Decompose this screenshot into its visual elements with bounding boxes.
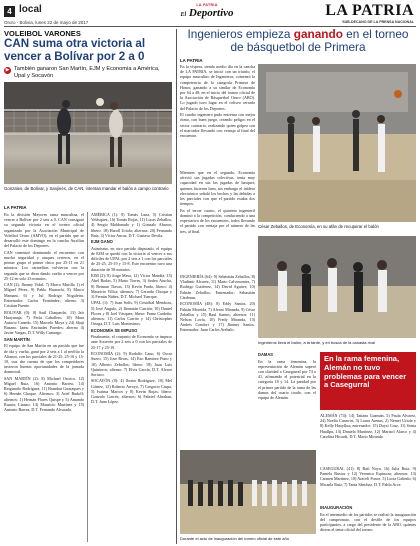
damas-paragraph: En la rama femenina, la representación de Alemán superó con claridad a Casegurral por 74 a 41, afirmando el potencial en la categoría 18 y 14. La paridad por el primer partido de la rama de las damas del cuarto tirado, con el equipo de Alemán. (258, 358, 316, 400)
left-subhead: ECONOMÍA SE IMPUSO (91, 327, 138, 333)
supplement-title: Deportivo (188, 7, 234, 19)
right-top-photo-caption: César Zeballos, de Economía, en su afán de recuperar el balón (258, 224, 379, 229)
section-label: local (19, 4, 42, 15)
bullet-arrow-icon: ▶ (5, 68, 10, 73)
left-paragraph: AMÉRICA (1): 9) Tomás Luna, 5) Cristian Velásquez, 16) Tomás Rojas, 11) Lucas Zeballos, 4) Sergio Maldonado y 1) Gonzalo Abaroa; libero: 18) Haroll Uriola; alternos: 20) Fernando Baía, 3) Víctor Ancas, D.T. Gustavo Devila. (91, 212, 172, 238)
inauguration-photo (180, 450, 316, 534)
left-paragraph: CAN comenzó dominando el encuentro con mucha seguridad y ataques certeros, en el primer grupo el primer chico por 25-11 en 21 minutos. Los carmelitas volvieron con la segunda que se diera dando vuelta a vencer por 25-12 en solo 23 minutos. (4, 249, 84, 281)
supplement-top-label: LA PATRIA (196, 3, 218, 7)
supplement-prefix: El (180, 12, 187, 18)
left-bullet (4, 66, 172, 80)
page-number-badge: 4 (4, 6, 15, 17)
roster-paragraph: ECONOMÍA (48): 8) Eddy Santos, 20) Fabián Moreida, 7) Alvaro Miranda, 9) César Zeballos y 15) Raul Santos; alternos: 11) Nelson Lovía, 10) Fredy Miranda, 13) Andrés Condori y 17) Jhonny Santos. Entrenador: Juan Carlos Arebalo. (180, 301, 255, 333)
basketball-team-photo (258, 236, 416, 338)
masthead-title: LA PATRIA (325, 2, 414, 19)
left-paragraph: El equipo de San Martín en un partido que fue de ida y vuelta, ganó por 2 sets a 1 al neófito la Alianza, con los parciales de 21-25, 25-16 y 15-10, tras dar cuenta de que los competidores tuvieron buenas oportunidades de la jornada dominical. (4, 343, 84, 375)
masthead (325, 3, 414, 24)
left-paragraph: Finalmente, el conjunto de Economía se impuso ante Socavón por 2 sets a 0 con los parciales de 25-17 y 25-19. (91, 334, 172, 350)
left-paragraph: SAN MARTÍN (2): 8) Michael Orozco, 12) Miguel Ruiz, 16) Antonio Barrea, 14) Reiginarlo Rodríguez, 11) Brandon Guaraques y 6) Hernán Choque. Alternos: 3) Ariel Rudolf; alternos: 1) Hernán Flores Quispe y 5) Amando Ruaria; Lianzo: 13) Mauricio Martínez y 15) Antonio Barrea, D.T. Fernando Alvarado. (4, 375, 84, 413)
left-subhead: EJM GANO (91, 239, 113, 245)
supplement-logo (172, 3, 242, 23)
casegural-roster (320, 466, 416, 504)
right-paragraph: Mientras que en el segundo, Economía ofreció sus jugadas colectivas, tenía muy capacidad en sus las jugadas de basquet, quienes hicieron bien, sin embargo el tablero electrónico señaló los hechos y las debidas a los parciales con que el partido estaba dos tiempos. (180, 170, 255, 207)
right-paragraph: El cuadro ingeniero pudo entrenar con mejor ritmo, con buen juego, creando peligro en el sector contrario, realizando quien golpea con el marcador llevando con ventaja al final del encuentro. (180, 112, 255, 138)
inauguration-column (320, 505, 416, 544)
right-headline (180, 28, 416, 54)
inauguration-heading: INAUGURACIÓN (320, 505, 353, 510)
damas-heading: DAMAS (258, 352, 274, 357)
supplement-name (172, 7, 242, 21)
inauguration-paragraph: En el intermedio de los partidos se realizó la inauguración del campeonato, con el desfile de los equipos participantes, a cargo del presidente de la ABO, quienes dieron el tema oficial del torneo. (320, 511, 416, 533)
masthead-subtitle: SUB-DECANO DE LA PRENSA NACIONAL (342, 20, 414, 24)
right-paragraph: En la víspera, siendo medio día en la cancha de LA PATRIA, se inició con un triunfo, el equipo masculino de Ingenieros, comenzó la competencia de la categoría Primera de Honor, ganando a su similar de Economía por 64 a 48, en el inicio del torneo oficial de la Asociación de Básquetbol Oruro (ABO). Lo jugado tuvo lugar en el coliseo cerrado del Palacio de los Deportes. (180, 64, 255, 111)
left-photo-caption: Gonzales, de Bolívar, y Sanjinés, de CAN, intentan mandar el balón a campo contrario (4, 186, 169, 191)
left-paragraph: EJM (2): 8) Jorge Mesa, 12) Víctor Mendía, 15) Abel Rodas, 5) Mario Torres, 3) Sodeo Atucha, 8) Beiman Tiavas, 13) Kevin Pardo, libero: 4) Mauricio Villca; alternos: 7) Gerardo Choque y 3) Fernán Núñez, D.T. Michael Tuerque. (91, 273, 172, 299)
damas-column (258, 352, 316, 448)
roster-paragraph: INGENIERÍA (64): 9) Sebastián Zeballos, 8) Vladimir Alvarez, 11) Mario Calvimontes, 7) Rodrigo Gutiérrez, 14) David Aguirre, 10) Fabián Zeballos; Entrenador: Sebastián Cárdenas. (180, 274, 255, 300)
right-paragraph: En el tercer cuarto, el quinteto ingenieril dominó a la competición, conduciendo a una expectativa de los encuentros, todos llevando el partido con ventaja por el número de las tres, al final. (180, 207, 255, 234)
basketball-game-photo (258, 64, 416, 222)
aleman-roster (320, 413, 416, 465)
left-bullet-text: También ganaron San Martín, EJM y Economía a América, Upal y Socavón (14, 66, 160, 79)
left-subhead: SAN MARTÍN (4, 336, 30, 342)
left-paragraph: ECONOMÍA (2): 9) Rodolfo Cano, 6) Oscar Suero, 15) Jose Rivas, 14) Ezo Ramírez Puno y 10) Alberto Zeballos; libero: 18) Juan Luis Quinteros; alterno: 7) Elvis García, D.T. Alvaro Soriaco. (91, 351, 172, 377)
right-byline: LA PATRIA (180, 58, 203, 63)
left-paragraph: CAN (2): Jhonny Vidal, 7) Marco Murillo 1) el Miguel Pérez, 9) Pablo Huarachi, 8) Marco Mamani, 6) y Jul Rodrigo Noguleira. Entrenador: Carlos Fernández; alterno 3) Cristian Fuente. (4, 282, 84, 309)
left-paragraph: BOLIVAR (0): 8) Saúl Chaquechi, 13) Jaír Huayanaja, 7) Fería Caballero, 10) Mara Autorio Canedo, 15) Marcelo Moya y 24) Shaji Busano. Iamu Encinales Paredes; alterno 4) Javier Vargas, D.T. Willy Camargo. (4, 309, 84, 336)
left-column-1 (4, 212, 84, 544)
left-kicker: VOLEIBOL VARONES (4, 29, 81, 38)
volleyball-photo (4, 82, 172, 184)
roster-paragraph: ALEMÁN (74): 14) Tatiana Guzmán, 5) Paula Alvarez, 24) Noelia Canaviri, 3) Laura Arenas, 2) Nemei Uriola y 8) Kelly Huaylloa; entrenador: 15) Daysi Cruz, 11) Sonia Huallpa, 13) Daniela Martínez, 12) Marisol Alarco y 4) Carolina Hicardi, D.T. Mario Miranda. (320, 413, 416, 439)
left-paragraph: SOCAVÓN (0): 4) Jhonn Rodríguez, 10) Mel Gómez, 12) Roberto Arroyo, 7) Gregorio Caspa, 5) Ivaima Marcos y 8) Kevin Rojas; libero: Gonzalo Garcés; alternos: 6) Fabriel Abrahan, D.T. Juan López. (91, 378, 172, 405)
right-column-2 (180, 170, 255, 272)
left-column-2 (91, 212, 172, 544)
date-line: Oruro - Bolivia, lunes 22 de mayo de 2017 (4, 20, 89, 25)
left-headline: CAN suma otra victoria al vencer a Bolívar por 2 a 0 (4, 37, 146, 63)
right-headline-pre: Ingenieros empieza (187, 27, 294, 41)
left-paragraph: En la división Mayores rama masculina, el vencer a Bolívar por 2 sets a 0, CAN consiguió su segunda victoria en el torneo oficial organizado por la Asociación Municipal de Voleibol Oruro (AMVO), en el partido que se desarrolló este domingo en la cancha Auxiliar del Palacio de los Deportes. (4, 212, 84, 249)
right-headline-post: en el torneo de básquetbol de Primera (230, 27, 409, 54)
right-rosters (180, 274, 255, 356)
left-paragraph: Asimismo, en otro partido disputado, el equipo de EJM se quedó con la victoria al vencer a sus difíciles de UPAL por 2 sets a 1 con los parciales de 25-25, 25-19 y 15-8. Este encuentro tuvo una duración de 58 minutos. (91, 245, 172, 272)
right-headline-highlight: ganando (293, 27, 343, 41)
roster-paragraph: CASEGURAL (41): 8) Rafi Noya, 16) Julia Ruiz, 9) Pamela Bustos y 12) Veronica Espinoza; alternos: 13) Carmen Martínez, 10) Araceli Ponce, 5) Lucía Galindo, 6) Micaela Ruiz, 7) Tania Sánchez, D.T. Pablo Arce. (320, 466, 416, 487)
left-byline: LA PATRIA (4, 205, 27, 210)
inauguration-photo-caption: Durante el acto de inauguración del torneo oficial de este año (180, 536, 289, 541)
pullquote: En la rama femenina, Alemán no tuvo problemas para vencer a Casegurral (320, 352, 416, 410)
left-paragraph: UPAL (1): 7) Juan Solís, 9) Cristóbal Mendoza, 5) José Angulo, 2) Jhonatán Carrión, 10) Daniel Flores y 8) Joel Vásquez; libero: Franz Cardeña; alternos: 11) Carlos Carrito y 14) Christopher Ortega, D.T. Luis Montesinos. (91, 300, 172, 327)
right-column-1 (180, 64, 255, 168)
right-middle-photo-caption: Ingenieros lleva el balón, a la tarde, y en busca de la canasta rival (258, 340, 375, 345)
